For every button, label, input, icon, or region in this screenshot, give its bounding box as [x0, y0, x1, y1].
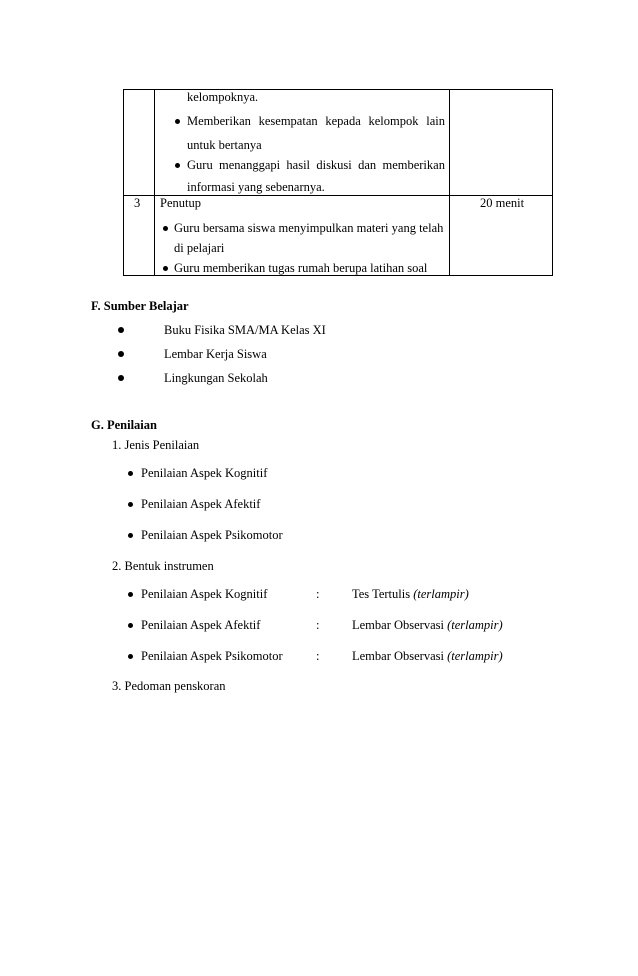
bullet-icon [118, 327, 124, 333]
word: hasil [286, 158, 311, 172]
instrument-value-text: Lembar Observasi [352, 649, 444, 663]
row-number: 3 [134, 196, 141, 210]
bullet-icon [163, 226, 168, 231]
instrument-value [352, 587, 469, 601]
assessment-type-item: Penilaian Aspek Psikomotor [141, 528, 283, 542]
word: diskusi [316, 158, 352, 172]
resource-item: Lingkungan Sekolah [164, 371, 268, 385]
word: dan [358, 158, 377, 172]
table-cell-text: kelompoknya. [187, 90, 259, 104]
section-g-title: G. Penilaian [91, 418, 157, 432]
bullet-icon [163, 266, 168, 271]
word: Memberikan [187, 114, 251, 128]
table-cell-text: informasi yang sebenarnya. [187, 180, 325, 194]
table-cell-text: di pelajari [174, 241, 225, 255]
instrument-separator: : [316, 587, 320, 601]
row-title: Penutup [160, 196, 201, 210]
word: Guru [187, 158, 213, 172]
table-cell-text: Guru memberikan tugas rumah berupa latihan soal [174, 261, 428, 275]
instrument-value [352, 618, 503, 632]
instrument-value-text: Tes Tertulis [352, 587, 411, 601]
bullet-icon [175, 119, 180, 124]
instrument-note: (terlampir) [447, 649, 503, 663]
instrument-separator: : [316, 618, 320, 632]
section-f-title: F. Sumber Belajar [91, 299, 189, 313]
word: kelompok [368, 114, 419, 128]
table-cell-text: untuk bertanya [187, 138, 262, 152]
bullet-icon [128, 592, 133, 597]
word: kesempatan [258, 114, 318, 128]
bullet-icon [128, 533, 133, 538]
table-column-divider [154, 90, 155, 275]
word: kepada [325, 114, 361, 128]
word: lain [426, 114, 445, 128]
subsection-title: 3. Pedoman penskoran [112, 679, 226, 693]
instrument-value-text: Lembar Observasi [352, 618, 444, 632]
subsection-title: 2. Bentuk instrumen [112, 559, 214, 573]
instrument-note: (terlampir) [447, 618, 503, 632]
word: memberikan [382, 158, 445, 172]
subsection-title: 1. Jenis Penilaian [112, 438, 200, 452]
bullet-icon [118, 375, 124, 381]
bullet-icon [118, 351, 124, 357]
table-column-divider [449, 90, 450, 275]
row-time: 20 menit [480, 196, 525, 210]
bullet-icon [128, 502, 133, 507]
bullet-icon [128, 471, 133, 476]
table-cell-text: Guru bersama siswa menyimpulkan materi yang telah [174, 221, 444, 235]
bullet-icon [128, 654, 133, 659]
resource-item: Lembar Kerja Siswa [164, 347, 267, 361]
bullet-icon [128, 623, 133, 628]
table-cell-text-justified [187, 114, 445, 128]
word: menanggapi [219, 158, 281, 172]
instrument-value [352, 649, 503, 663]
assessment-type-item: Penilaian Aspek Kognitif [141, 466, 268, 480]
bullet-icon [175, 163, 180, 168]
instrument-note: (terlampir) [413, 587, 469, 601]
instrument-separator: : [316, 649, 320, 663]
instrument-label: Penilaian Aspek Afektif [141, 618, 261, 632]
table-cell-text-justified [187, 158, 445, 172]
instrument-label: Penilaian Aspek Kognitif [141, 587, 268, 601]
assessment-type-item: Penilaian Aspek Afektif [141, 497, 261, 511]
instrument-label: Penilaian Aspek Psikomotor [141, 649, 283, 663]
resource-item: Buku Fisika SMA/MA Kelas XI [164, 323, 326, 337]
